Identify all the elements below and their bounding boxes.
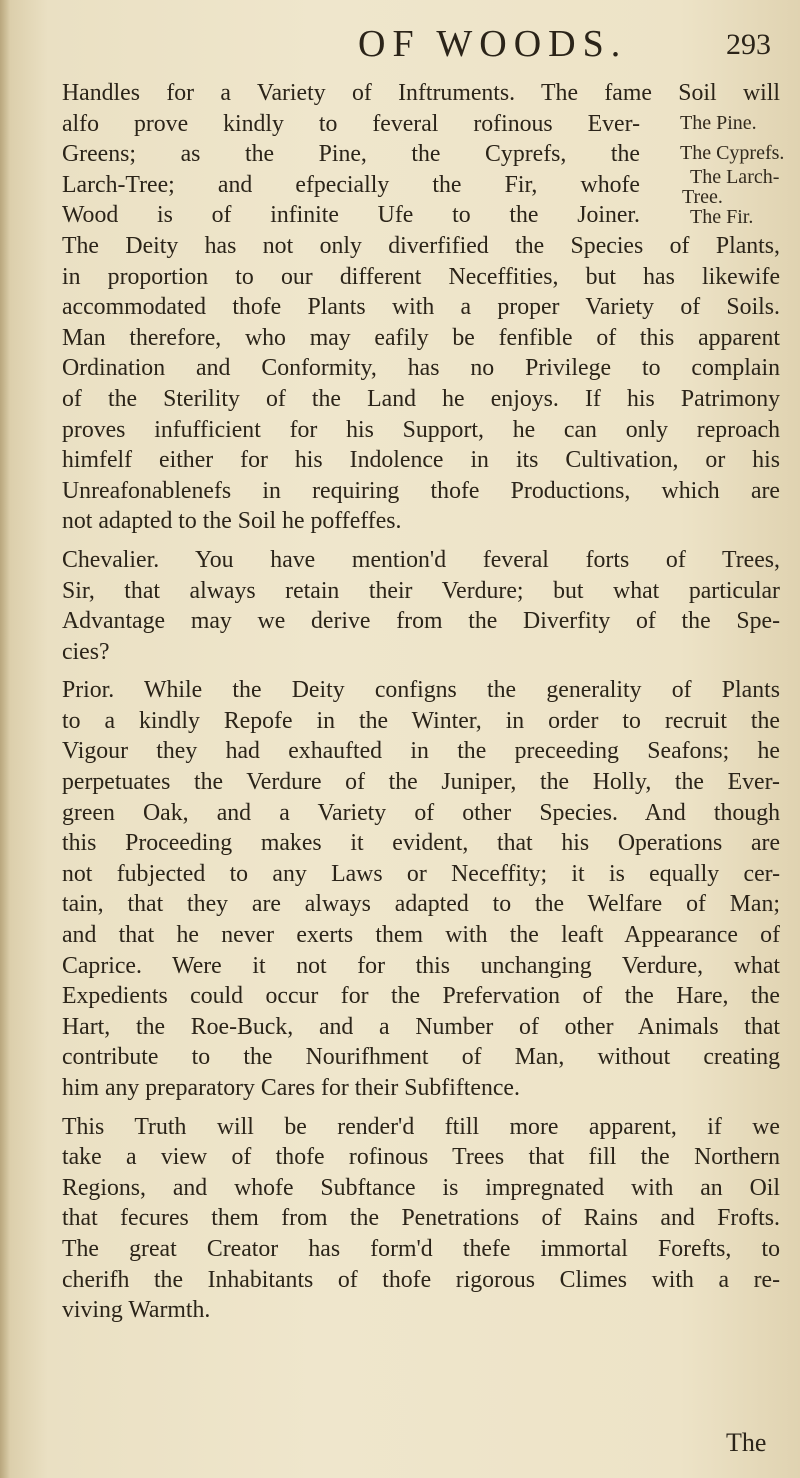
- text-line: in proportion to our different Neceffities, but has likewife: [62, 263, 780, 290]
- running-head: OF WOODS.: [358, 23, 628, 65]
- text-line: Sir, that always retain their Verdure; but what particular: [62, 577, 780, 604]
- text-line: The Deity has not only diverfified the Species of Plants,: [62, 232, 780, 259]
- text-line: Handles for a Variety of Inftruments. The fame Soil will: [62, 80, 780, 106]
- text-line: Expedients could occur for the Prefervation of the Hare, the: [62, 983, 780, 1010]
- text-line: not fubjected to any Laws or Neceffity; it is equally cer-: [62, 860, 780, 887]
- margin-note-tree: Tree.: [682, 186, 723, 208]
- text-line: himfelf either for his Indolence in its Cultivation, or his: [62, 447, 780, 474]
- text-line: Ordination and Conformity, has no Privilege to complain: [62, 355, 780, 382]
- text-line: contribute to the Nourifhment of Man, without creating: [62, 1044, 780, 1071]
- text-line: viving Warmth.: [62, 1297, 211, 1324]
- text-line: Prior. While the Deity configns the generality of Plants: [62, 677, 780, 704]
- text-line: Advantage may we derive from the Diverfity of the Spe-: [62, 608, 780, 635]
- text-line: him any preparatory Cares for their Subfiftence.: [62, 1075, 520, 1101]
- catchword: The: [726, 1428, 767, 1457]
- text-line: alfo prove kindly to feveral rofinous Ever-: [62, 110, 640, 137]
- page-number: 293: [726, 28, 771, 61]
- text-line: This Truth will be render'd ftill more apparent, if we: [62, 1113, 780, 1140]
- text-line: and that he never exerts them with the leaft Appearance of: [62, 922, 780, 949]
- margin-note-larch: The Larch-: [690, 166, 780, 188]
- text-line: Regions, and whofe Subftance is impregnated with an Oil: [62, 1174, 780, 1201]
- page-header: [0, 22, 800, 65]
- text-line: The great Creator has form'd thefe immortal Forefts, to: [62, 1235, 780, 1262]
- margin-note-cypress: The Cyprefs.: [680, 142, 785, 164]
- text-line: perpetuates the Verdure of the Juniper, the Holly, the Ever-: [62, 769, 780, 796]
- text-line: of the Sterility of the Land he enjoys. If his Patrimony: [62, 385, 780, 412]
- text-line: Chevalier. You have mention'd feveral forts of Trees,: [62, 546, 780, 573]
- text-line: this Proceeding makes it evident, that his Operations are: [62, 830, 780, 857]
- text-line: accommodated thofe Plants with a proper Variety of Soils.: [62, 294, 780, 321]
- text-line: take a view of thofe rofinous Trees that fill the Northern: [62, 1144, 780, 1171]
- text-line: not adapted to the Soil he poffeffes.: [62, 508, 402, 535]
- text-line: Caprice. Were it not for this unchanging Verdure, what: [62, 952, 780, 979]
- text-line: Unreafonablenefs in requiring thofe Productions, which are: [62, 477, 780, 504]
- text-line: cies?: [62, 638, 110, 665]
- text-line: green Oak, and a Variety of other Species. And though: [62, 799, 780, 826]
- text-line: proves infufficient for his Support, he can only reproach: [62, 416, 780, 443]
- text-line: Hart, the Roe-Buck, and a Number of other Animals that: [62, 1013, 780, 1040]
- text-line: cherifh the Inhabitants of thofe rigorous Climes with a re-: [62, 1266, 780, 1293]
- text-line: Vigour they had exhaufted in the preceeding Seafons; he: [62, 738, 780, 765]
- margin-note-pine: The Pine.: [680, 112, 757, 134]
- text-line: Greens; as the Pine, the Cyprefs, the: [62, 141, 640, 168]
- text-line: Wood is of infinite Ufe to the Joiner.: [62, 202, 640, 229]
- text-line: Larch-Tree; and efpecially the Fir, whofe: [62, 171, 640, 198]
- text-line: that fecures them from the Penetrations of Rains and Frofts.: [62, 1205, 780, 1232]
- text-line: tain, that they are always adapted to the Welfare of Man;: [62, 891, 780, 918]
- body-text: [62, 78, 780, 1326]
- margin-note-fir: The Fir.: [690, 206, 754, 228]
- text-line: to a kindly Repofe in the Winter, in order to recruit the: [62, 707, 780, 734]
- text-line: Man therefore, who may eafily be fenfible of this apparent: [62, 324, 780, 351]
